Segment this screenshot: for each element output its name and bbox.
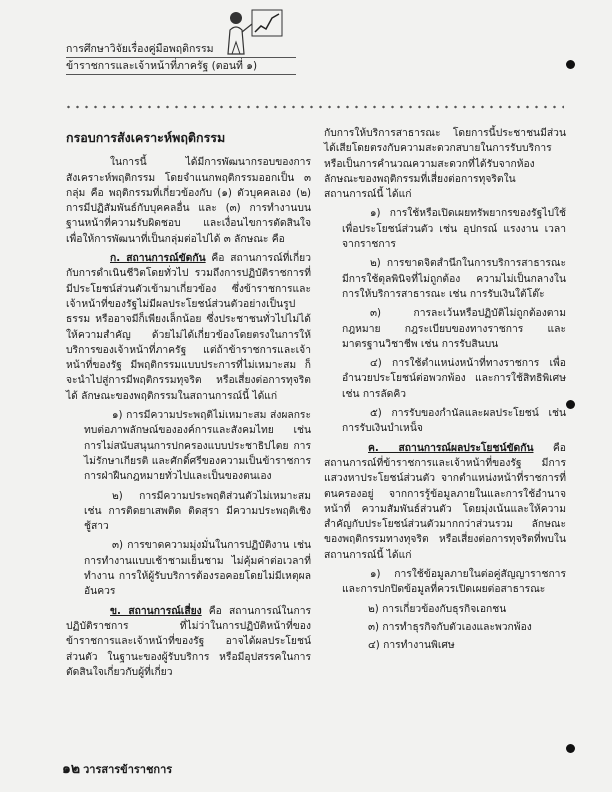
section-c-paragraph <box>324 441 566 563</box>
header-line-1: การศึกษาวิจัยเรื่องคู่มือพฤติกรรม <box>66 42 296 58</box>
right-column <box>324 126 566 657</box>
page-footer <box>62 758 172 780</box>
section-title: กรอบการสังเคราะห์พฤติกรรม <box>66 130 226 145</box>
continued-paragraph: กับการให้บริการสาธารณะ โดยการนี้ประชาชนมีส่วนได้เสียโดยตรงกับความสะดวกสบายในการรับบริการ หรือเป็นการคำนวณความสะดวกที่ได้รับจากห้องลักษณะของพฤติกรรมที่เสี่ยงต่อการทุจริตในสถานการณ์นี้ ได้แก่ <box>324 127 566 201</box>
dotted-divider <box>64 104 564 110</box>
c-item-4: ๔) การทำงานพิเศษ <box>368 639 455 652</box>
b-item-2: ๒) การขาดจิตสำนึกในการบริการสาธารณะ มีการใช้ดุลพินิจที่ไม่ถูกต้อง ความไม่เป็นกลางในการให้บริการสาธารณะ เช่น การรับเงินใต้โต๊ะ <box>342 257 566 300</box>
section-a-paragraph <box>66 251 311 404</box>
section-b-heading: ข. สถานการณ์เสี่ยง <box>110 604 202 617</box>
a-item-2: ๒) การมีความประพฤติส่วนตัวไม่เหมาะสม เช่น การติดยาเสพติด ติดสุรา มีความประพฤติเชิงชู้สาว <box>84 489 311 533</box>
section-b-paragraph <box>66 604 311 680</box>
a-item-3: ๓) การขาดความมุ่งมั่นในการปฏิบัติงาน เช่น การทำงานแบบเช้าชามเย็นชาม ไม่คุ้มค่าต่อเวลาที่ทำงาน การให้ผู้รับบริการต้องรอคอยโดยไม่มีเหตุผลอันควร <box>84 539 311 598</box>
margin-dot-middle <box>566 400 575 409</box>
b-item-3: ๓) การละเว้นหรือปฏิบัติไม่ถูกต้องตามกฎหมาย กฎระเบียบของทางราชการ และมาตรฐานวิชาชีพ เช่น การรับสินบน <box>342 307 566 350</box>
a-item-1: ๑) การมีความประพฤติไม่เหมาะสม ส่งผลกระทบต่อภาพลักษณ์ขององค์การและสังคมไทย เช่น การไม่สนับสนุนการปกครองแบบประชาธิปไตย การไม่รักษาเกียรติ และศักดิ์ศรีของความเป็นข้าราชการ การฝ่าฝืนกฎหมายทั่วไปและเป็นของตนเอง <box>84 409 311 483</box>
section-a-text: คือ สถานการณ์ที่เกี่ยวกับการดำเนินชีวิตโดยทั่วไป รวมถึงการปฏิบัติราชการที่มีประโยชน์ส่วนตัวเข้ามาเกี่ยวข้อง ซึ่งข้าราชการและเจ้าหน้าที่ของรัฐไม่มีผลประโยชน์ส่วนตัวอย่างเป็นรูปธรรม หรืออาจมีก็เพียงเล็กน้อย ซึ่งประชาชนทั่วไปไม่ได้ให้ความสำคัญ ด้วยไม่ได้เกี่ยวข้องโดยตรงในการให้บริการของเจ้าหน้าที่ภาครัฐ แต่ถ้าข้าราชการและเจ้าหน้าที่ของรัฐ มีพฤติกรรมแบบประการที่ไม่เหมาะสม ก็จะนำไปสู่การมีพฤติกรรมทุจริต หรือเสี่ยงต่อการทุจริตได้ ลักษณะของพฤติกรรมในสถานการณ์นี้ ได้แก่ <box>66 252 311 402</box>
section-c-text: คือ สถานการณ์ที่ข้าราชการและเจ้าหน้าที่ของรัฐ มีการแสวงหาประโยชน์ส่วนตัว จากตำแหน่งหน้าที่ราชการที่ตนครองอยู่ จากการรู้ข้อมูลภายในและการใช้อำนาจหน้าที่ ความสัมพันธ์ส่วนตัว โดยมุ่งเน้นและให้ความสำคัญกับประโยชน์ส่วนตัวมากกว่าส่วนรวม ลักษณะของพฤติกรรมทางทุจริต หรือเสี่ยงต่อการทุจริตที่พบในสถานการณ์นี้ ได้แก่ <box>324 441 566 561</box>
section-c-heading: ค. สถานการณ์ผลประโยชน์ขัดกัน <box>368 441 534 454</box>
c-item-2: ๒) การเกี่ยวข้องกับธุรกิจเอกชน <box>368 602 507 615</box>
c-item-3: ๓) การทำธุรกิจกับตัวเองและพวกพ้อง <box>368 620 532 633</box>
running-header <box>66 42 296 76</box>
header-line-2: ข้าราชการและเจ้าหน้าที่ภาครัฐ (ตอนที่ ๑) <box>66 59 296 75</box>
b-item-5: ๕) การรับของกำนัลและผลประโยชน์ เช่น การรับเงินบำเหน็จ <box>342 407 566 435</box>
publication-name: วารสารข้าราชการ <box>83 763 173 776</box>
left-column <box>66 126 311 684</box>
intro-paragraph: ในการนี้ ได้มีการพัฒนากรอบของการสังเคราะห์พฤติกรรม โดยจำแนกพฤติกรรมออกเป็น ๓ กลุ่ม คือ พฤติกรรมที่เกี่ยวข้องกับ (๑) ตัวบุคคลเอง (๒) การมีปฏิสัมพันธ์กับบุคคลอื่น และ (๓) การทำงานบนฐานหน้าที่ความรับผิดชอบ และเงื่อนไขการตัดสินใจ เพื่อให้การพัฒนาที่เป็นกลุ่มต่อไปได้ ๓ ลักษณะ คือ <box>66 156 311 245</box>
section-a-heading: ก. สถานการณ์ขัดกัน <box>110 252 206 265</box>
page-number: ๑๒ <box>62 761 81 777</box>
margin-dot-bottom <box>566 744 575 753</box>
section-b-text: คือ สถานการณ์ในการปฏิบัติราชการ ที่ไม่ว่าในการปฏิบัติหน้าที่ของข้าราชการและเจ้าหน้าที่ของรัฐ อาจได้ผลประโยชน์ส่วนตัว ในฐานะของผู้รับบริการ หรือมีอุปสรรคในการตัดสินใจเกี่ยวกับผู้ที่เกี่ยว <box>66 604 312 678</box>
c-item-1: ๑) การใช้ข้อมูลภายในต่อคู่สัญญาราชการ และการปกปิดข้อมูลที่ควรเปิดเผยต่อสาธารณะ <box>342 568 566 596</box>
margin-dot-top <box>566 60 575 69</box>
b-item-4: ๔) การใช้ตำแหน่งหน้าที่ทางราชการ เพื่ออำนวยประโยชน์ต่อพวกพ้อง และการใช้สิทธิพิเศษ เช่น การลัดคิว <box>342 357 566 400</box>
b-item-1: ๑) การใช้หรือเปิดเผยทรัพยากรของรัฐไปใช้เพื่อประโยชน์ส่วนตัว เช่น อุปกรณ์ แรงงาน เวลาจากราชการ <box>342 207 566 251</box>
